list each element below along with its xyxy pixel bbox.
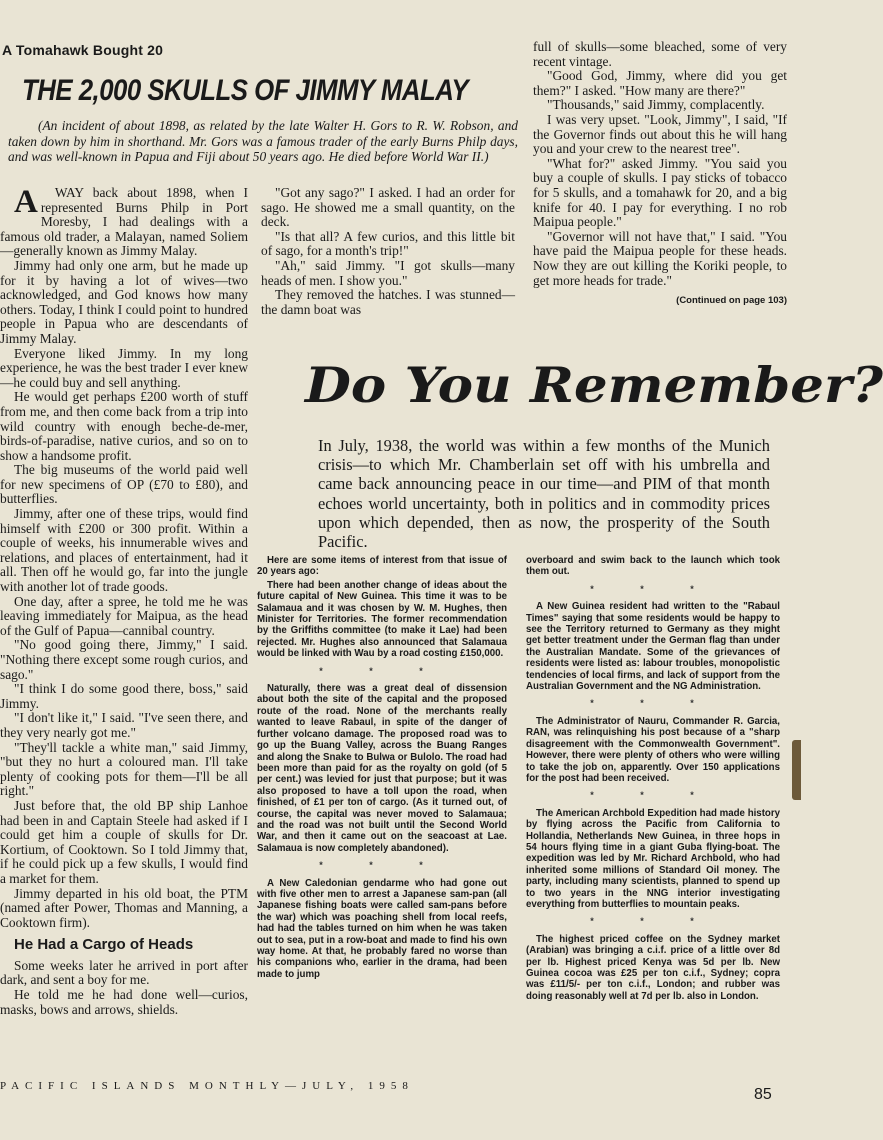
- paragraph: Jimmy, after one of these trips, would find himself with £200 or 300 profit. Within a couple of weeks, his innumerable wives and relations, and places of entertainment, had it all. Then off he would go, far into the jungle with another lot of trade goods.: [0, 506, 248, 595]
- paragraph: "I don't like it," I said. "I've seen there, and they very nearly got me.": [0, 710, 248, 740]
- note-item: The American Archbold Expedition had made history by flying across the Pacific from California to Hollandia, Netherlands New Guinea, in three hops in 54 hours flying time in a giant Guba flying-boat. The expedition was led by Mr. Richard Archbold, who had inherited some millions of Standard Oil money. The party, including many scientists, planned to spend up to two years in the NNG interior investigating everything from butterflies to mountain peaks.: [526, 807, 780, 910]
- paragraph: "What for?" asked Jimmy. "You said you buy a couple of skulls. I pay sticks of tobacco for 5 skulls, and a tomahawk for 20, and a big knife for 40. I pay for everything. I no rob Maipua people.": [533, 155, 787, 230]
- remember-intro-text: In July, 1938, the world was within a few months of the Munich crisis—to which Mr. Chamberlain set off with his umbrella and came back announcing peace in our time—and PIM of that month echoes world uncertainty, both in politics and in commodity prices upon which depended, then as now, the prosperity of the South Pacific.: [318, 436, 770, 552]
- note-item: A New Caledonian gendarme who had gone out with five other men to arrest a Japanese sam-pan (all Japanese fishing boats were called sam-pans before the war) which was poaching shell from local reefs, had had the tables turned on him when he was taken out to sea, put in a row-boat and made to find his own way home. At that, he probably fared no worse than his companions who, earlier in the drama, had been made to jump: [257, 877, 507, 980]
- left-column: [0, 186, 248, 1017]
- page-number: 85: [754, 1086, 772, 1103]
- paragraph: "Got any sago?" I asked. I had an order for sago. He showed me a small quantity, on the deck.: [261, 185, 515, 230]
- note-item: There had been another change of ideas about the future capital of New Guinea. This time it was to be Salamaua and it was chosen by W. M. Hughes, then Minister for Territories. The former recommendation by the Griffiths committee (to make it Lae) had been rejected. Mr. Hughes also announced that Salamaua would be linked with Wau by a road costing £150,000.: [257, 579, 507, 660]
- paragraph: "Governor will not have that," I said. "You have paid the Maipua people for these heads. Now they are out killing the Koriki people, to get more heads for trade.": [533, 228, 787, 288]
- section-subhead: He Had a Cargo of Heads: [14, 936, 194, 954]
- paragraph: Just before that, the old BP ship Lanhoe had been in and Captain Steele had asked if I could get him a couple of skulls for Dr. Kortium, of Cooktown. So I told Jimmy that, if he could pick up a few skulls, I would find a market for them.: [0, 797, 248, 886]
- intro-text: (An incident of about 1898, as related by the late Walter H. Gors to R. W. Robson, and taken down by him in shorthand. Mr. Gors was a famous trader of the early Burns Philp days, and was well-known in Papua and Fiji about 50 years ago. He died before World War II.): [8, 118, 518, 165]
- paragraph: Some weeks later he arrived in port after dark, and sent a boy for me.: [0, 957, 248, 988]
- separator: * * *: [590, 790, 716, 801]
- separator: * * *: [590, 698, 716, 709]
- paragraph: full of skulls—some bleached, some of very recent vintage.: [533, 39, 787, 69]
- note-item: A New Guinea resident had written to the "Rabaul Times" saying that some residents would be happy to see the Territory returned to Germany as they might get better treatment under the German flag than under the Australian Mandate. Some of the grievances of residents were listed as: labour troubles, monopolistic tendencies of local firms, and lack of support from the Australian Government and the NG Administration.: [526, 601, 780, 693]
- paragraph: I was very upset. "Look, Jimmy", I said, "If the Governor finds out about this he will hang you and your crew to the nearest tree".: [533, 111, 787, 157]
- paragraph: Jimmy had only one arm, but he made up for it by having a lot of wives—two acknowledged, and God knows how many others. Today, I think I could point to hundred people in Papua who are descendants of Jimmy Malay.: [0, 257, 248, 346]
- page-footer: PACIFIC ISLANDS MONTHLY—JULY, 1958: [0, 1080, 414, 1092]
- separator: * * *: [319, 665, 445, 676]
- separator: * * *: [319, 860, 445, 871]
- page-edge-tab: [792, 740, 801, 800]
- note-item: The Administrator of Nauru, Commander R. Garcia, RAN, was relinquishing his post because of a "sharp disagreement with the Commonwealth Government". However, there were plenty of others who were willing to take the job on, apparently. Over 150 applications for the post had been received.: [526, 715, 780, 784]
- paragraph: He would get perhaps £200 worth of stuff from me, and then come back from a trip into wild country with enough beche-de-mer, birds-of-paradise, native curios, and so on to show a handsome profit.: [0, 389, 248, 463]
- story-intro: [0, 118, 518, 165]
- paragraph: Jimmy departed in his old boat, the PTM (named after Power, Thomas and Manning, a Cooktown firm).: [0, 885, 248, 930]
- paragraph: The big museums of the world paid well for new specimens of OP (£70 to £80), and butterflies.: [0, 462, 248, 507]
- paragraph: "No good going there, Jimmy," I said. "Nothing there except some rough curios, and sago.": [0, 637, 248, 682]
- paragraph: "I think I do some good there, boss," said Jimmy.: [0, 681, 248, 711]
- paragraph: Everyone liked Jimmy. In my long experience, he was the best trader I ever knew—he could buy and sell anything.: [0, 345, 248, 390]
- paragraph: "They'll tackle a white man," said Jimmy, "but they no hurt a coloured man. I'll take plenty of cooking pots for them—I'll be all right.": [0, 739, 248, 799]
- note-item: Here are some items of interest from that issue of 20 years ago:: [257, 555, 507, 578]
- middle-column: [261, 186, 515, 317]
- kicker: A Tomahawk Bought 20: [2, 42, 164, 58]
- paragraph: One day, after a spree, he told me he was leaving immediately for Maipua, as the head of the Gulf of Papua—cannibal country.: [0, 593, 248, 638]
- note-item: overboard and swim back to the launch which took them out.: [526, 555, 780, 578]
- paragraph: He told me he had done well—curios, masks, bows and arrows, shields.: [0, 987, 248, 1017]
- note-item: The highest priced coffee on the Sydney market (Arabian) was bringing a c.i.f. price of a little over 8d per lb. Highest priced Kenya was 5d per lb. New Guinea cocoa was £25 per ton c.i.f., Sydney; copra was £11/5/- per ton c.i.f., London; and rubber was doing reasonably well at 7d per lb. also in London.: [526, 933, 780, 1002]
- drop-cap: A: [14, 184, 38, 220]
- paragraph: A WAY back about 1898, when I represented Burns Philp in Port Moresby, I had dealings with a famous old trader, a Malayan, named Soliem—generally known as Jimmy Malay.: [0, 184, 248, 259]
- paragraph: "Good God, Jimmy, where did you get them?" I asked. "How many are there?": [533, 68, 787, 98]
- separator: * * *: [590, 583, 716, 594]
- remember-intro: [318, 436, 770, 551]
- headline: THE 2,000 SKULLS OF JIMMY MALAY: [22, 74, 469, 107]
- notes-left-column: [257, 555, 507, 982]
- note-item: Naturally, there was a great deal of dissension about both the site of the capital and the proposed route of the road. None of the merchants really wanted to leave Rabaul, in spite of the danger of further volcano damage. The proposed road was to go up the Buang Valley, across the Buang Ranges and along the Snake to Bulwa or Bulolo. The road had been more than paid for as the royalty on gold (of 5 per cent.) was levied for just that purpose; but it was also proposed to have a toll upon the road, when finished, of £1 per ton of cargo. (As it turned out, of course, the capital was never moved to Salamaua; and the road was not built until the Second World War, and then it came out on the seacoast at Lae. Salamaua is now completely abandoned).: [257, 683, 507, 854]
- right-column: [533, 40, 787, 309]
- notes-right-column: [526, 555, 780, 1004]
- remember-title: Do You Remember?: [305, 356, 883, 414]
- paragraph: "Ah," said Jimmy. "I got skulls—many heads of men. I show you.": [261, 257, 515, 288]
- paragraph: "Is that all? A few curios, and this little bit of sago, for a month's trip!": [261, 228, 515, 259]
- separator: * * *: [590, 916, 716, 927]
- continued-link[interactable]: (Continued on page 103): [676, 295, 787, 307]
- paragraph: They removed the hatches. I was stunned—the damn boat was: [261, 287, 515, 317]
- paragraph: "Thousands," said Jimmy, complacently.: [547, 97, 765, 113]
